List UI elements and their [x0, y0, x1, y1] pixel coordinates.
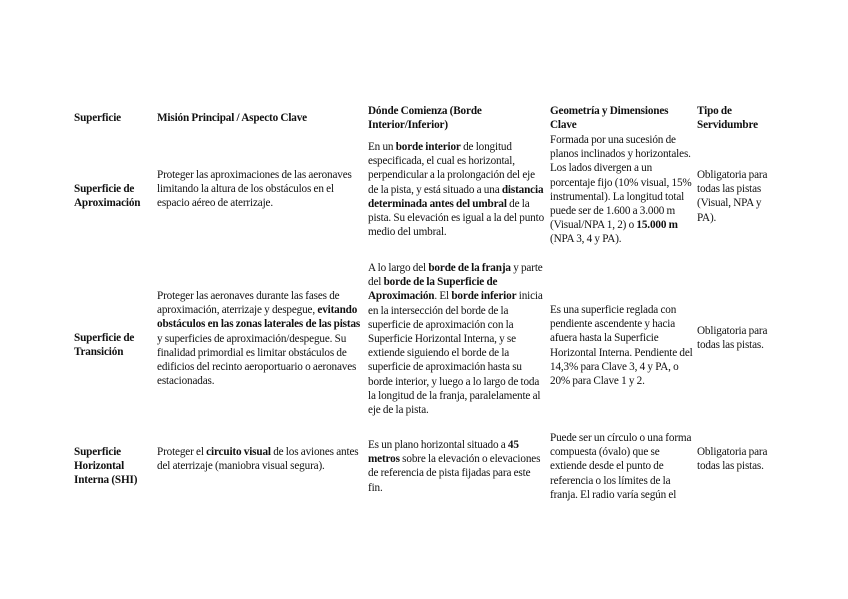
text-segment: Es una superficie reglada con pendiente ascendente y hacia afuera hasta la Superficie Horizontal Interna. Pendiente del 14,3% para Clave 3, 4 y PA, o 20% para Clave 1 y 2.: [550, 304, 693, 388]
row-mission-horizontal-interna: [157, 445, 362, 473]
text-segment: Es un plano horizontal situado a: [368, 439, 508, 451]
row-geometry-horizontal-interna: [550, 431, 693, 502]
header-mision: Misión Principal / Aspecto Clave: [157, 112, 307, 124]
text-segment: Obligatoria para todas las pistas.: [697, 446, 768, 473]
emphasis-text: 45 metros: [368, 439, 519, 466]
emphasis-text: borde inferior: [451, 290, 517, 303]
text-segment: inicia en la intersección del borde de la superficie de aproximación con la Superficie Horizontal Interna, y se extiende siguiendo el borde de la superficie de aproximación hasta su borde interior, y luego a lo largo de toda la longitud de la franja, paralelamente al eje de la pista.: [368, 290, 543, 417]
emphasis-text: 15.000 m: [636, 219, 678, 232]
text-segment: Formada por una sucesión de planos inclinados y horizontales. Los lados divergen a un porcentaje fijo (10% visual, 15% instrumental). La longitud total puede ser de 1.600 a 3.000 m (Visual/NPA 1, 2) o: [550, 134, 692, 232]
row-servitude-aproximacion: [697, 168, 771, 225]
text-segment: de los aviones antes del aterrizaje (maniobra visual segura).: [157, 446, 359, 473]
text-segment: Proteger las aproximaciones de las aeronaves limitando la altura de los obstáculos en el espacio aéreo de aterrizaje.: [157, 169, 352, 210]
text-segment: . El: [434, 290, 452, 303]
text-segment: Puede ser un círculo o una forma compuesta (óvalo) que se extiende desde el punto de referencia o los límites de la franja. El radio varía según el: [550, 432, 692, 501]
text-segment: (NPA 3, 4 y PA).: [550, 233, 622, 246]
text-segment: de longitud especificada, el cual es horizontal, perpendicular a la prolongación del eje de la pista, y está situado a una: [368, 141, 535, 196]
row-mission-aproximacion: [157, 168, 362, 211]
row-geometry-transicion: [550, 303, 693, 388]
row-name-horizontal-interna: Superficie Horizontal Interna (SHI): [74, 446, 138, 487]
header-superficie: Superficie: [74, 112, 121, 124]
header-donde-comienza: Dónde Comienza (Borde Interior/Inferior): [368, 105, 482, 132]
row-name-aproximacion: Superficie de Aproximación: [74, 183, 141, 210]
text-segment: En un: [368, 141, 396, 153]
header-servidumbre: Tipo de Servidumbre: [697, 105, 758, 132]
row-name-transicion: Superficie de Transición: [74, 332, 135, 359]
row-servitude-horizontal-interna: [697, 445, 771, 473]
text-segment: Proteger el: [157, 446, 207, 458]
row-geometry-aproximacion: [550, 133, 693, 247]
header-geometria: Geometría y Dimensiones Clave: [550, 105, 669, 132]
text-segment: sobre la elevación o elevaciones de referencia de pista fijadas para este fin.: [368, 453, 541, 494]
text-segment: Obligatoria para todas las pistas.: [697, 325, 768, 352]
text-segment: y superficies de aproximación/despegue. Su finalidad primordial es limitar obstáculos de edificios del recinto aeroportuario o aeronaves estacionadas.: [157, 332, 357, 388]
row-start-horizontal-interna: [368, 438, 546, 495]
emphasis-text: evitando obstáculos en las zonas laterales de las pistas: [157, 304, 361, 331]
row-start-transicion: [368, 261, 546, 417]
row-servitude-transicion: [697, 324, 771, 352]
text-segment: Obligatoria para todas las pistas (Visual, NPA y PA).: [697, 169, 768, 224]
text-segment: de la pista. Su elevación es igual a la del punto medio del umbral.: [368, 197, 545, 239]
row-start-aproximacion: [368, 140, 546, 239]
emphasis-text: borde de la franja: [428, 262, 511, 274]
emphasis-text: distancia determinada antes del umbral: [368, 183, 544, 210]
emphasis-text: borde de la Superficie de Aproximación: [368, 276, 498, 303]
text-segment: y parte del: [368, 262, 543, 289]
emphasis-text: circuito visual: [206, 446, 271, 458]
text-segment: A lo largo del: [368, 262, 429, 274]
text-segment: Proteger las aeronaves durante las fases de aproximación, aterrizaje y despegue,: [157, 290, 340, 317]
row-mission-transicion: [157, 289, 364, 388]
emphasis-text: borde interior: [395, 141, 461, 153]
